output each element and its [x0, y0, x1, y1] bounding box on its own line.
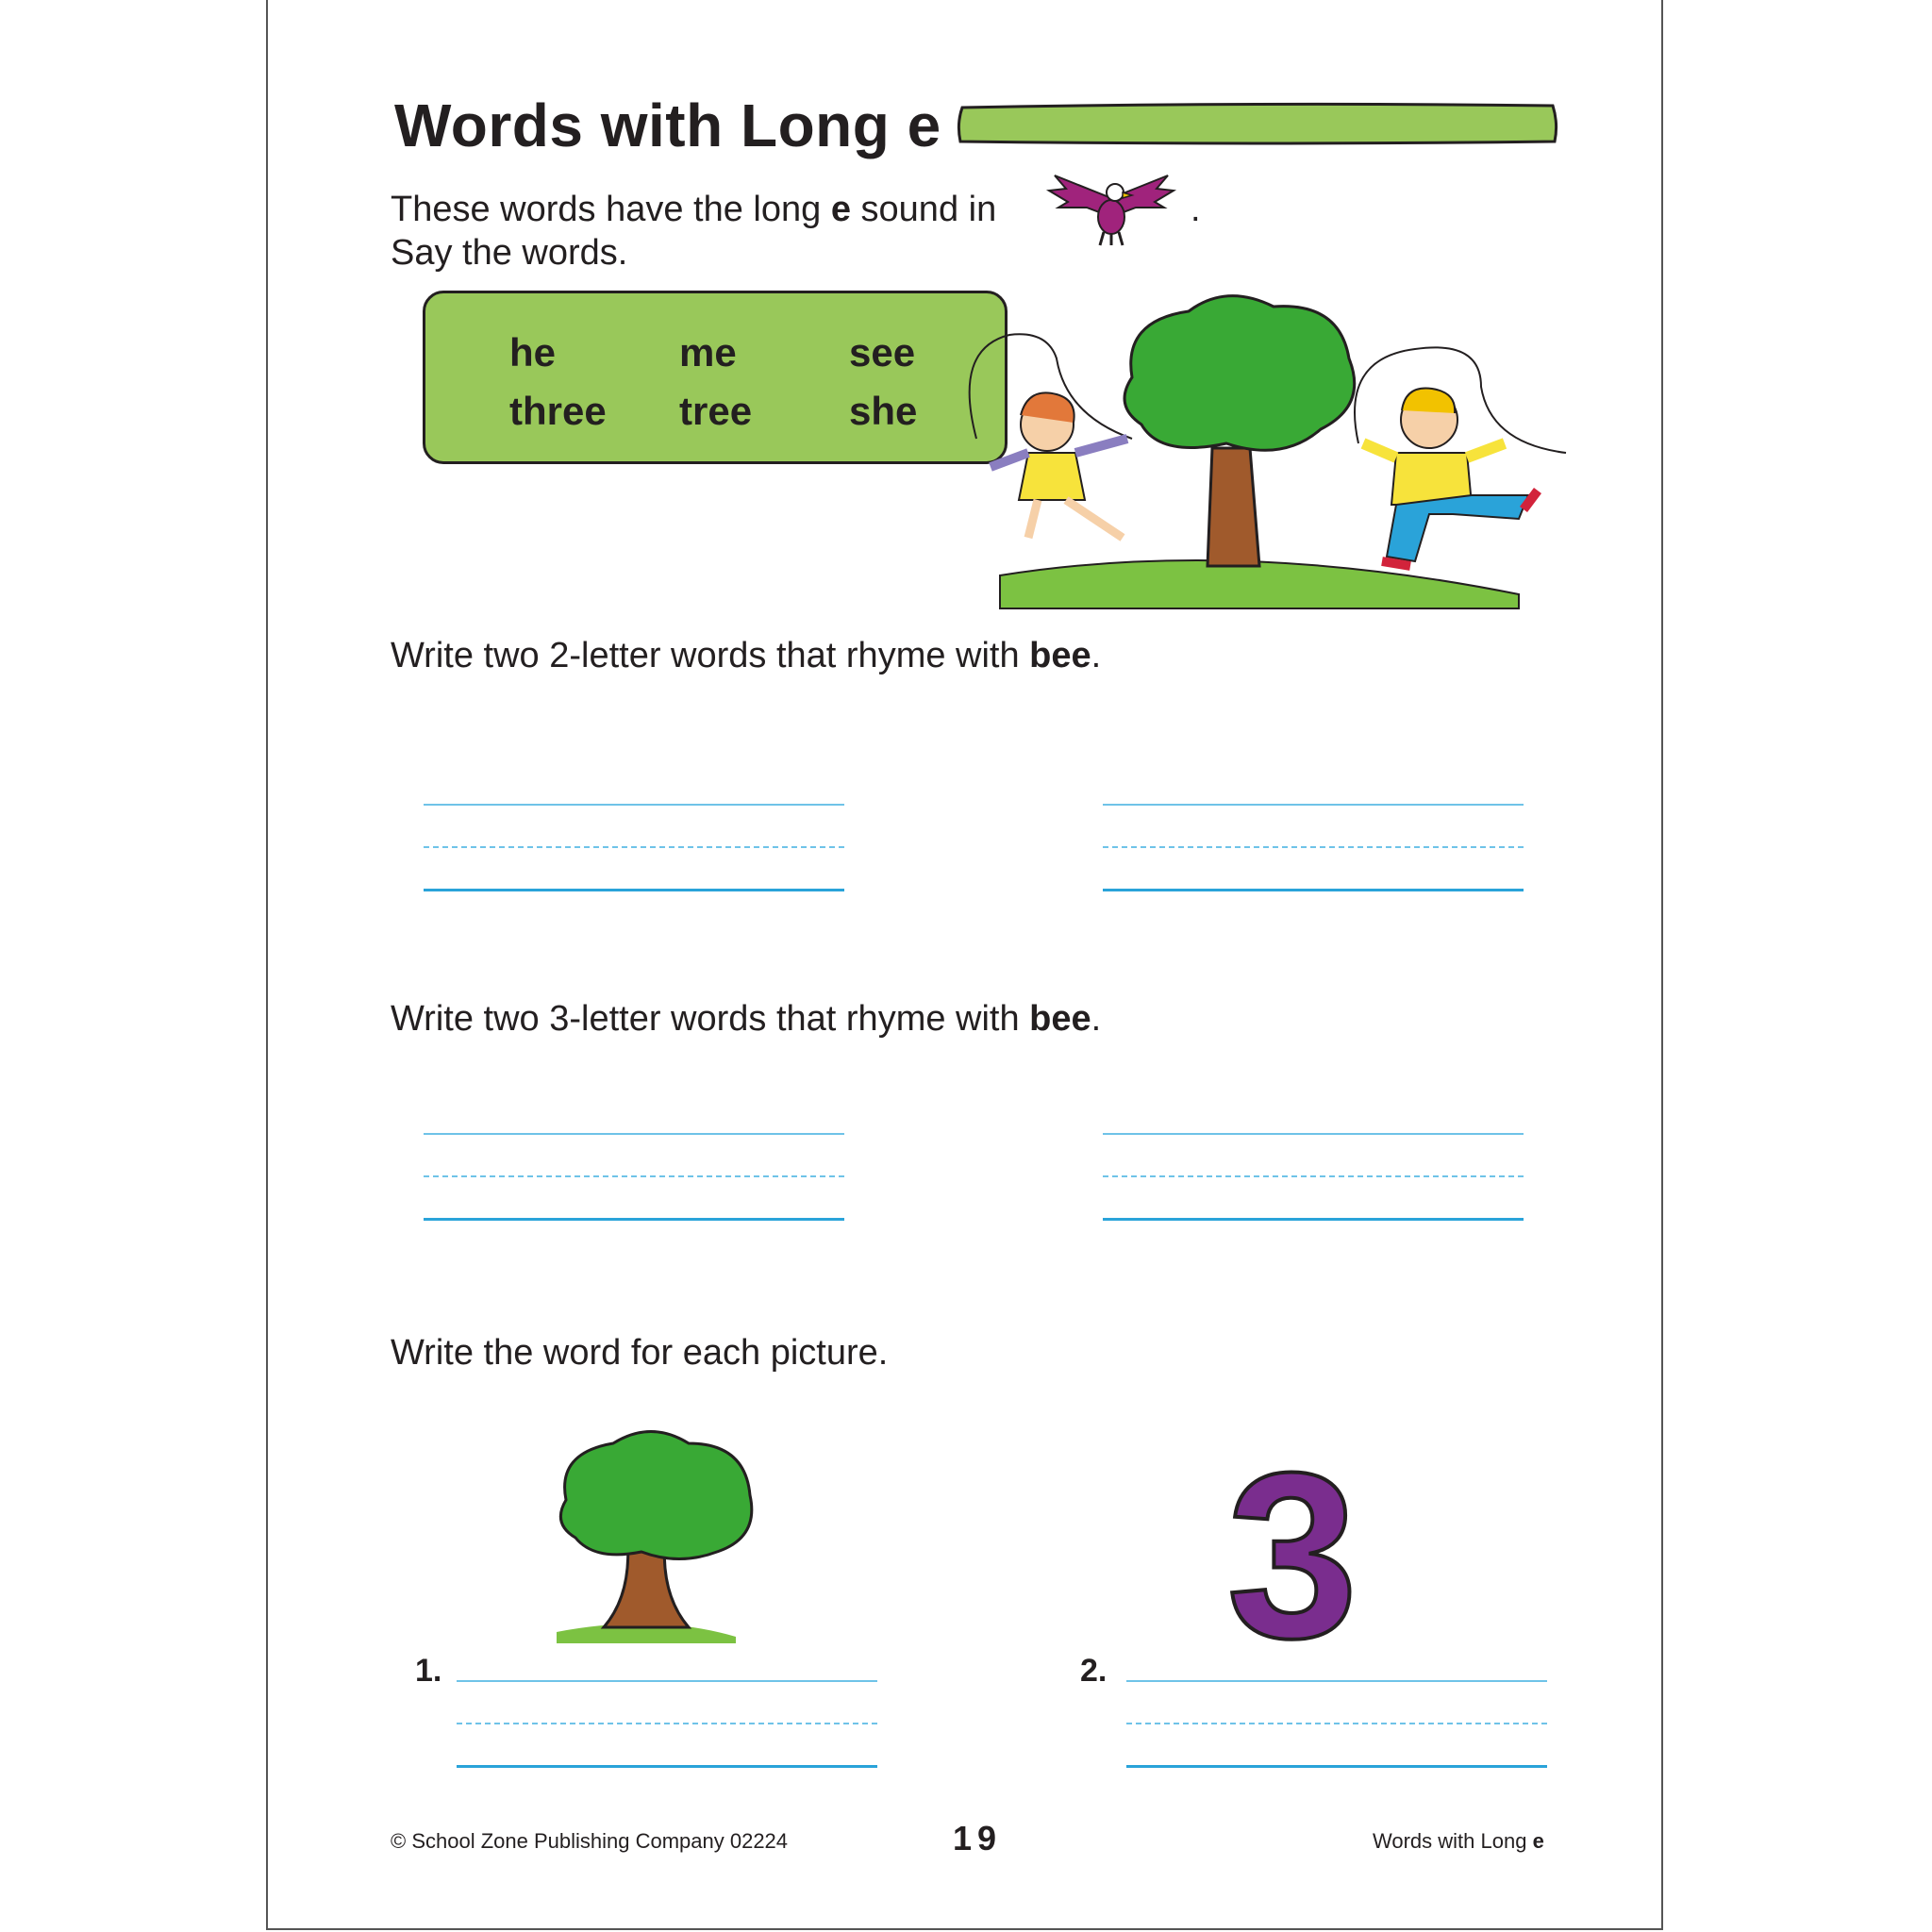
eagle-icon — [1045, 170, 1177, 247]
title-highlight-bar — [955, 100, 1560, 147]
word-see: see — [849, 330, 916, 375]
writing-lines-2a[interactable] — [424, 1133, 844, 1220]
intro-period: . — [1191, 190, 1201, 229]
children-jump-rope-illustration — [953, 283, 1575, 613]
writing-lines-2b[interactable] — [1103, 1133, 1524, 1220]
page-title: Words with Long e — [394, 92, 941, 159]
word-she: she — [849, 389, 918, 433]
number-three-illustration — [1217, 1453, 1368, 1651]
item-1-label: 1. — [415, 1653, 442, 1689]
page-number: 19 — [953, 1819, 1003, 1857]
instruction-2-letter: Write two 2-letter words that rhyme with bee. — [391, 636, 1102, 675]
writing-lines-3b[interactable] — [1126, 1680, 1547, 1767]
writing-lines-3a[interactable] — [457, 1680, 877, 1767]
intro-line-2: Say the words. — [391, 233, 628, 273]
word-three: three — [509, 389, 607, 433]
footer-copyright: © School Zone Publishing Company 02224 — [391, 1829, 789, 1853]
word-he: he — [509, 330, 557, 375]
item-2-label: 2. — [1080, 1653, 1108, 1689]
instruction-3-letter: Write two 3-letter words that rhyme with bee. — [391, 999, 1102, 1039]
footer-topic: Words with Long e — [1373, 1829, 1544, 1853]
writing-lines-1b[interactable] — [1103, 804, 1524, 891]
svg-text:3: 3 — [1226, 1453, 1358, 1651]
tree-illustration — [547, 1424, 764, 1646]
instruction-picture-words: Write the word for each picture. — [391, 1333, 889, 1373]
word-list-box — [423, 291, 1008, 464]
word-tree: tree — [679, 389, 753, 433]
word-me: me — [679, 330, 737, 375]
intro-line-1: These words have the long e sound in — [391, 190, 997, 229]
writing-lines-1a[interactable] — [424, 804, 844, 891]
